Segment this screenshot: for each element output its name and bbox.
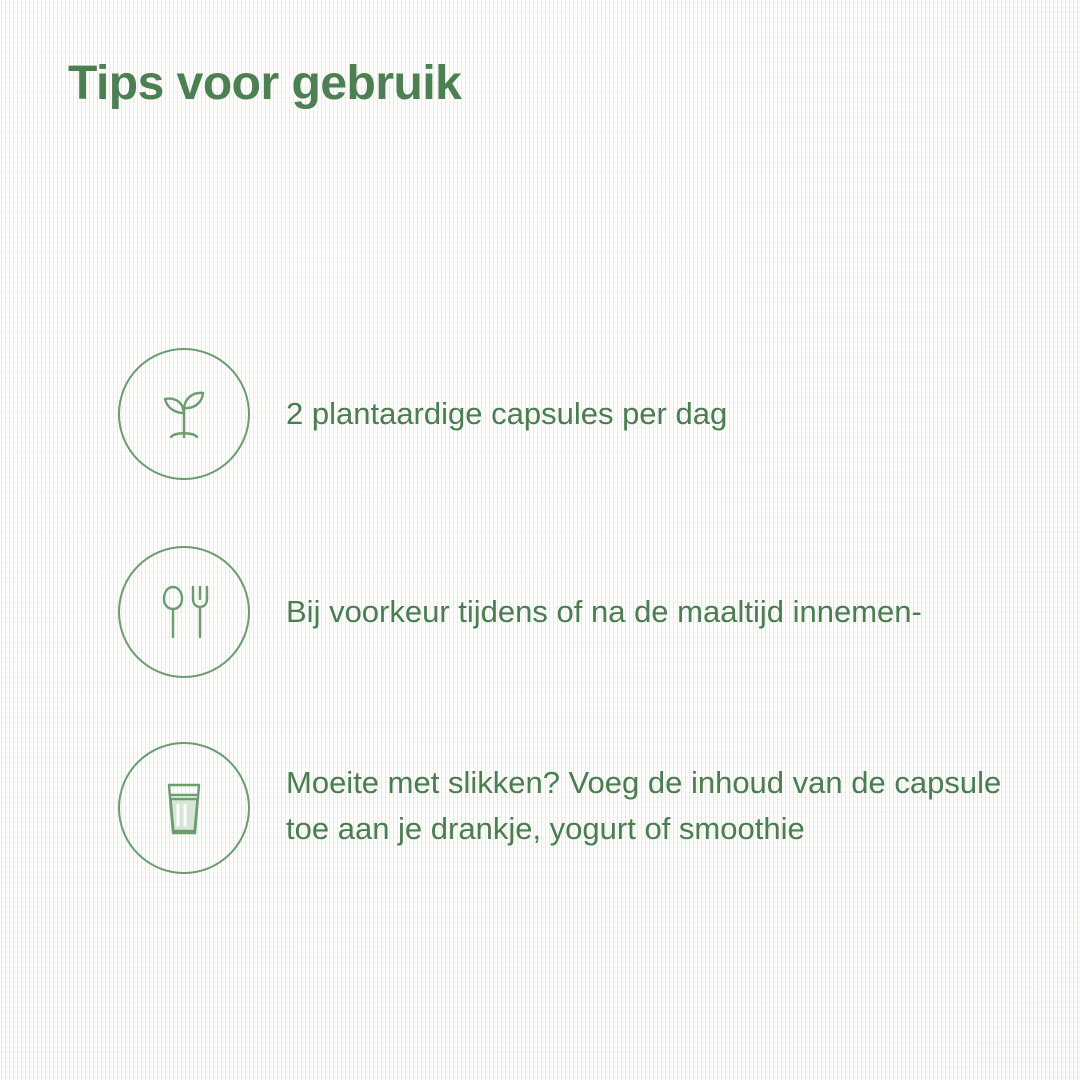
- list-item-label: Moeite met slikken? Voeg de inhoud van de capsule toe aan je drankje, yogurt of smoothie: [286, 765, 1002, 846]
- list-item: [118, 546, 1038, 678]
- sprout-icon: [118, 348, 250, 480]
- tips-list: [118, 348, 1038, 874]
- cutlery-icon: [118, 546, 250, 678]
- page-title: Tips voor gebruik: [68, 57, 462, 110]
- list-item: [118, 348, 1038, 480]
- list-item-label: 2 plantaardige capsules per dag: [286, 396, 728, 432]
- glass-of-water-icon: [118, 742, 250, 874]
- list-item-label: Bij voorkeur tijdens of na de maaltijd innemen-: [286, 594, 922, 630]
- list-item: [118, 744, 1038, 874]
